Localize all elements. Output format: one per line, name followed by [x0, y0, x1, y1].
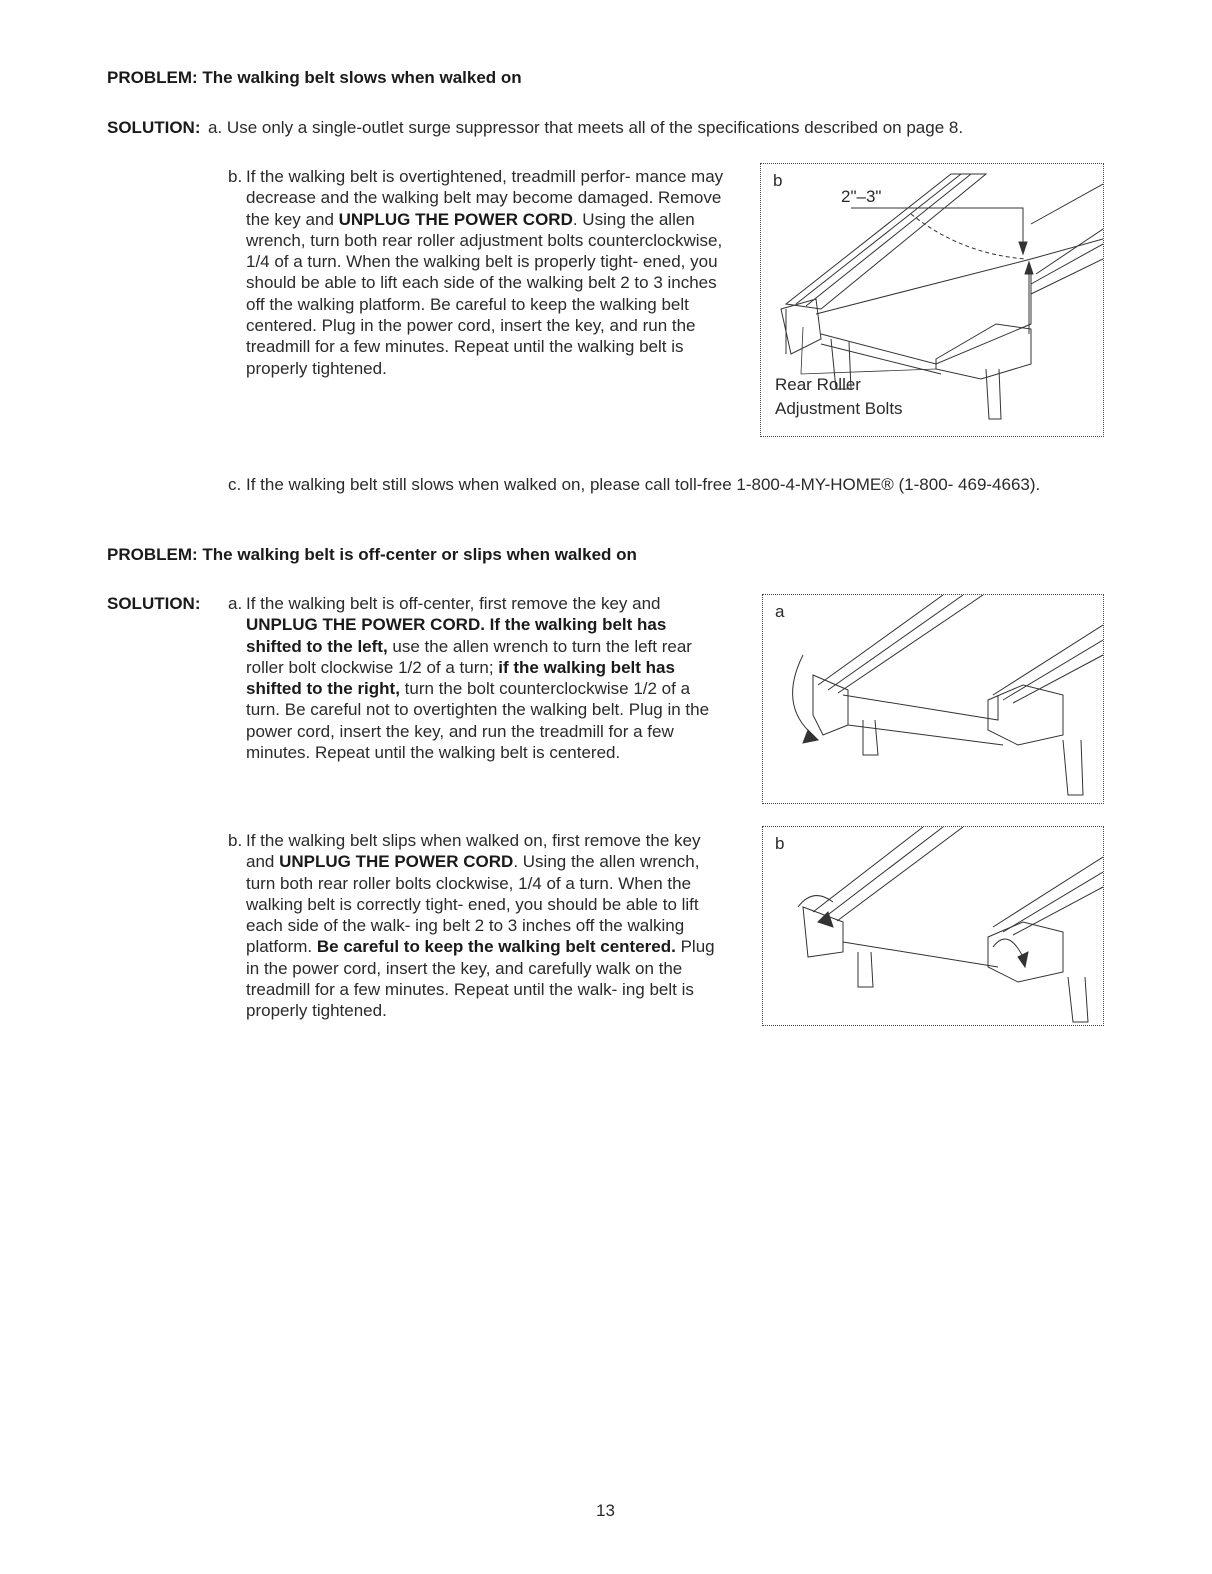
item-marker: a.: [208, 118, 223, 137]
text-segment: turn the bolt counterclockwise 1/2 of a turn. Be careful not to overtighten the walking belt. Plug in the power cord, insert the key, and run the treadmill for a few minutes. Repeat until the walking belt is centered.: [246, 679, 710, 763]
text-segment: use the allen wrench to turn the left rear roller bolt clockwise 1/2 of a turn;: [246, 636, 692, 677]
solution-label-text: SOLUTION:: [107, 594, 201, 613]
text-segment: Plug in the power cord, insert the key, and carefully walk on the treadmill for a few minutes. Repeat until the walk- ing belt is properly tightened.: [246, 937, 715, 1021]
item-text: If the walking belt still slows when walked on, please call toll-free 1-800-4-MY-HOME® (1-800- 469-4663).: [246, 475, 1041, 494]
bold-segment: UNPLUG THE POWER CORD: [338, 209, 573, 229]
bold-segment: Be careful to keep the walking belt centered.: [316, 937, 676, 957]
problem-label: PROBLEM:: [107, 68, 198, 87]
bold-segment: UNPLUG THE POWER CORD. If the walking belt has shifted to the left,: [246, 615, 667, 656]
problem-heading-1: [107, 67, 522, 88]
item-marker: a.: [228, 594, 243, 613]
problem-text: The walking belt slows when walked on: [202, 68, 522, 87]
measure-label: 2"–3": [841, 187, 882, 206]
figure-belt-tension: [760, 163, 1104, 437]
solution-2b: [228, 830, 724, 1022]
solution-1a: [208, 117, 963, 138]
problem-text: The walking belt is off-center or slips when walked on: [202, 545, 637, 564]
figure-letter: a: [775, 602, 785, 621]
solution-label-text: SOLUTION:: [107, 118, 201, 137]
solution-label: [107, 593, 201, 614]
problem-label: PROBLEM:: [107, 545, 198, 564]
figure-letter: b: [775, 834, 785, 853]
text-segment: If the walking belt is overtightened, treadmill perfor- mance may decrease and the walking belt may become damaged. Remove the key and: [246, 167, 724, 229]
treadmill-illustration: [763, 595, 1103, 803]
page-number: 13: [596, 1501, 615, 1520]
text-segment: . Using the allen wrench, turn both rear roller adjustment bolts counterclockwise, 1/4 of a turn. When the walking belt is properly tight- ened, you should be able to lift each side of the walking belt 2 to 3 inches off the walking platform. Be careful to keep the walking belt centered. Plug in the power cord, insert the key, and run the treadmill for a few minutes. Repeat until the walking belt is properly tightened.: [246, 209, 723, 378]
solution-label: [107, 117, 201, 138]
problem-heading-2: [107, 544, 637, 565]
figure-belt-slips: [762, 826, 1104, 1026]
caption-line-2: Adjustment Bolts: [775, 399, 903, 418]
item-text: Use only a single-outlet surge suppressor that meets all of the specifications described on page 8.: [226, 118, 964, 137]
text-segment: If the walking belt slips when walked on, first remove the key and: [246, 831, 701, 872]
item-marker: c.: [228, 475, 242, 494]
figure-off-center: [762, 594, 1104, 804]
treadmill-illustration: [763, 827, 1103, 1025]
text-segment: . Using the allen wrench, turn both rear roller bolts clockwise, 1/4 of a turn. When the walking belt is correctly tight- ened, you should be able to lift each side of the walk- ing belt 2 to 3 inches off the walking platform.: [246, 852, 700, 957]
caption-line-1: Rear Roller: [775, 375, 861, 394]
bold-segment: UNPLUG THE POWER CORD: [279, 852, 514, 872]
solution-1b: [228, 166, 724, 379]
item-marker: b.: [228, 831, 243, 850]
solution-1c: [228, 474, 1091, 495]
bold-segment: if the walking belt has shifted to the right,: [246, 657, 675, 699]
text-segment: If the walking belt is off-center, first remove the key and: [246, 594, 661, 613]
item-marker: b.: [228, 167, 243, 186]
solution-2a: [228, 593, 724, 763]
figure-letter: b: [773, 171, 783, 190]
